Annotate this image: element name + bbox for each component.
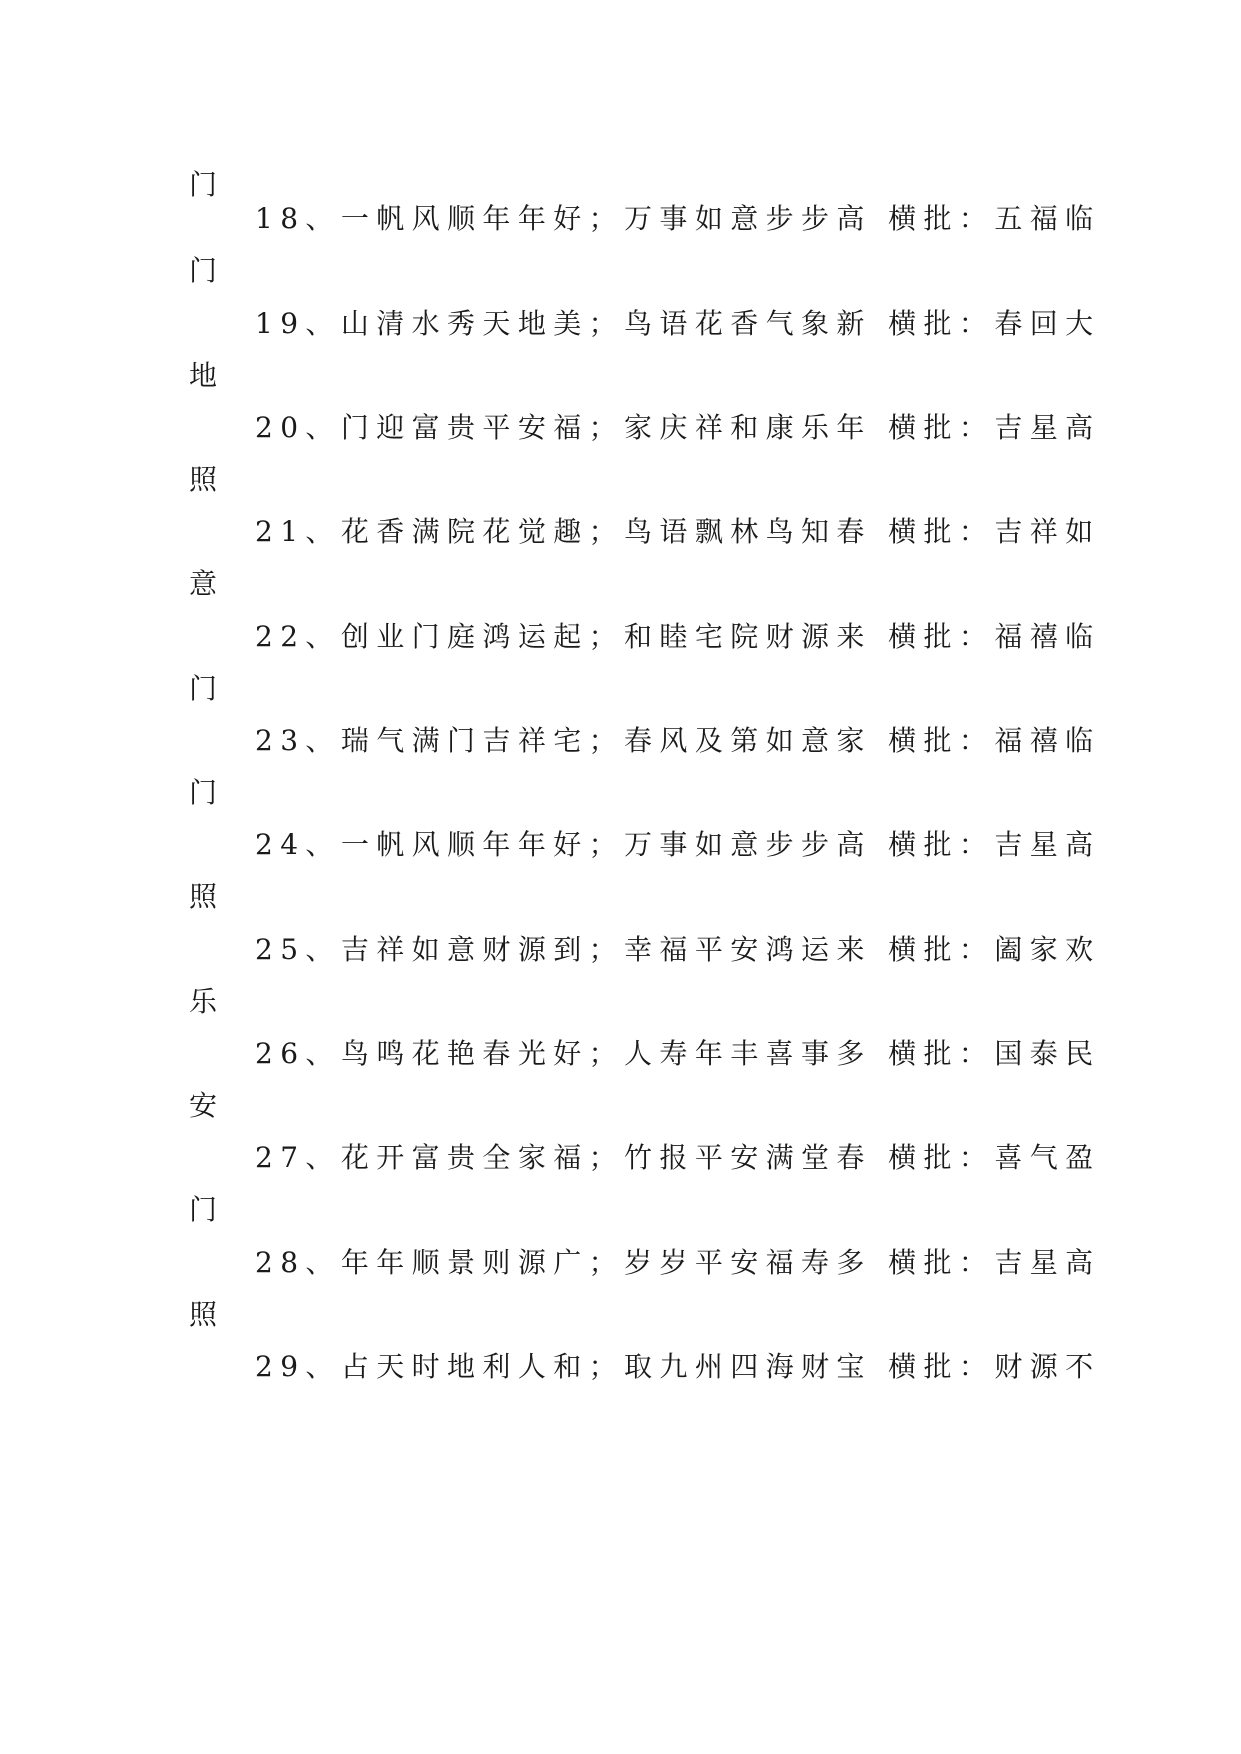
couplet-line: 18、一帆风顺年年好；万事如意步步高 横批：五福临 [255,202,1101,235]
text-line: 门 [189,168,225,201]
text-line: 安 [189,1089,225,1122]
couplet-line: 20、门迎富贵平安福；家庆祥和康乐年 横批：吉星高 [255,411,1101,444]
couplet-line: 21、花香满院花觉趣；鸟语飘林鸟知春 横批：吉祥如 [255,515,1101,548]
couplet-line: 26、鸟鸣花艳春光好；人寿年丰喜事多 横批：国泰民 [255,1037,1101,1070]
text-line: 照 [189,463,225,496]
couplet-line: 23、瑞气满门吉祥宅；春风及第如意家 横批：福禧临 [255,724,1101,757]
couplet-line: 29、占天时地利人和；取九州四海财宝 横批：财源不 [255,1350,1101,1383]
text-line: 门 [189,672,225,705]
text-line: 照 [189,1298,225,1331]
text-line: 乐 [189,985,225,1018]
text-line: 照 [189,880,225,913]
couplet-line: 27、花开富贵全家福；竹报平安满堂春 横批：喜气盈 [255,1141,1101,1174]
text-line: 意 [189,567,225,600]
text-line: 门 [189,254,225,287]
couplet-line: 28、年年顺景则源广；岁岁平安福寿多 横批：吉星高 [255,1246,1101,1279]
text-line: 地 [189,359,225,392]
couplet-line: 24、一帆风顺年年好；万事如意步步高 横批：吉星高 [255,828,1101,861]
text-line: 门 [189,776,225,809]
couplet-line: 25、吉祥如意财源到；幸福平安鸿运来 横批：阖家欢 [255,933,1101,966]
couplet-line: 22、创业门庭鸿运起；和睦宅院财源来 横批：福禧临 [255,620,1101,653]
text-line: 门 [189,1193,225,1226]
couplet-line: 19、山清水秀天地美；鸟语花香气象新 横批：春回大 [255,307,1101,340]
